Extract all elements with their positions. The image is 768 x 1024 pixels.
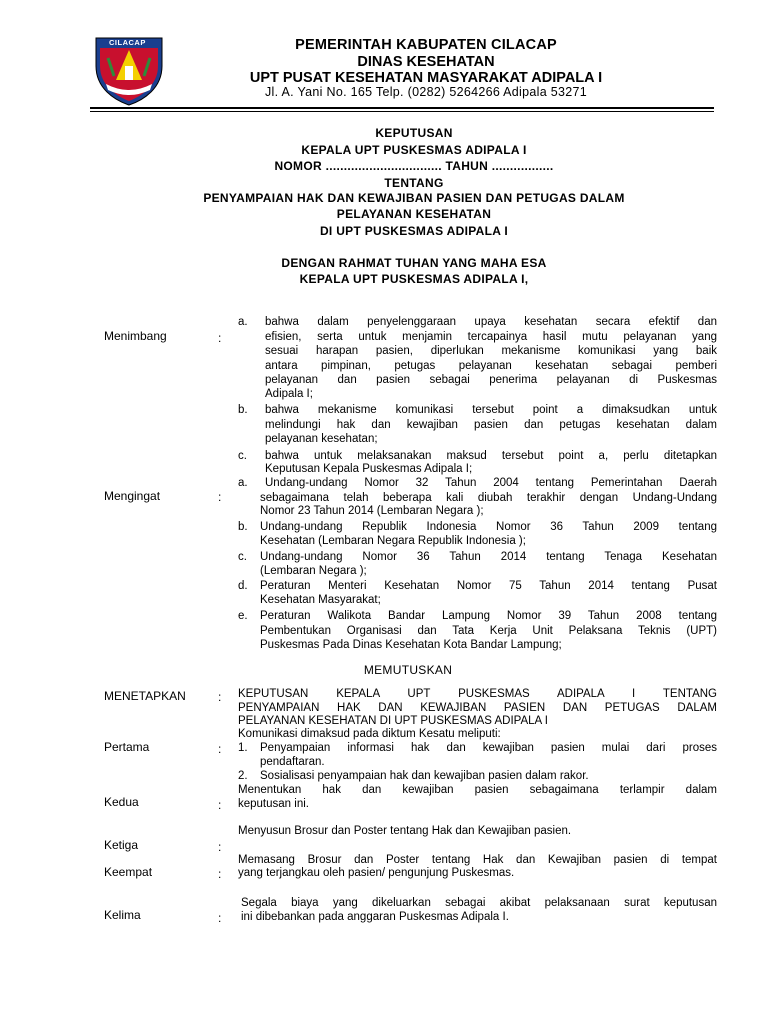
kelima-colon: : (218, 911, 222, 925)
ketiga-text: Menyusun Brosur dan Poster tentang Hak dan Kewajiban pasien. (238, 825, 572, 837)
pertama-intro: Komunikasi dimaksud pada diktum Kesatu meliputi: (238, 728, 501, 740)
menimbang-c-last: Keputusan Kepala Puskesmas Adipala I; (265, 463, 473, 475)
kedua-text: Menentukan hak dan kewajiban pasien sebagaimana terlampir dalam (238, 784, 717, 796)
keempat-text: Memasang Brosur dan Poster tentang Hak dan Kewajiban pasien di tempat (238, 854, 717, 866)
mengingat-a-text: Undang-undang Nomor 32 Tahun 2004 tentang Pemerintahan Daerah (265, 477, 717, 489)
mengingat-a-text-2: sebagaimana telah beberapa kali diubah terakhir dengan Undang-Undang (260, 492, 717, 504)
menimbang-b-text: bahwa mekanisme komunikasi tersebut point a dimaksudkan untuk melindungi hak dan kewajiban pasien dan petugas kesehatan dalam (265, 404, 717, 431)
kedua-label: Kedua (104, 795, 139, 809)
header-address: Jl. A. Yani No. 165 Telp. (0282) 5264266 Adipala 53271 (265, 85, 587, 99)
mengingat-c-last: (Lembaran Negara ); (260, 565, 367, 577)
pertama-item-2-mark: 2. (238, 770, 248, 782)
logo-text: CILACAP (109, 38, 146, 47)
pertama-item-2-text: Sosialisasi penyampaian hak dan kewajiban pasien dalam rakor. (260, 770, 589, 782)
pertama-item-1-text: Penyampaian informasi hak dan kewajiban pasien mulai dari proses (260, 742, 717, 754)
keempat-label: Keempat (104, 865, 153, 879)
title-subject-3: DI UPT PUSKESMAS ADIPALA I (319, 224, 509, 238)
mengingat-d-mark: d. (238, 580, 248, 592)
kelima-label: Kelima (104, 908, 141, 922)
mengingat-d-text: Peraturan Menteri Kesehatan Nomor 75 Tahun 2014 tentang Pusat (260, 580, 717, 592)
mengingat-a-last: Nomor 23 Tahun 2014 (Lembaran Negara ); (260, 505, 484, 517)
menimbang-c-text: bahwa untuk melaksanakan maksud tersebut point a, perlu ditetapkan (265, 450, 717, 462)
mengingat-c-mark: c. (238, 551, 247, 563)
title-nomor: NOMOR ................................ TAHUN ................. (274, 159, 554, 173)
title-subject-1: PENYAMPAIAN HAK DAN KEWAJIBAN PASIEN DAN PETUGAS DALAM (203, 191, 625, 205)
title-tentang: TENTANG (384, 176, 444, 190)
mengingat-b-text: Undang-undang Republik Indonesia Nomor 36 Tahun 2009 tentang (260, 521, 717, 533)
mengingat-c-text: Undang-undang Nomor 36 Tahun 2014 tentang Tenaga Kesehatan (260, 551, 717, 563)
mengingat-e-text: Peraturan Walikota Bandar Lampung Nomor 39 Tahun 2008 tentang Pembentukan Organisasi dan Tata Kerja Unit Pelaksana Teknis (UPT) (260, 610, 717, 637)
header-line-3: UPT PUSAT KESEHATAN MASYARAKAT ADIPALA I (249, 70, 603, 86)
mengingat-e-mark: e. (238, 610, 248, 622)
title-kepala: KEPALA UPT PUSKESMAS ADIPALA I (301, 143, 527, 157)
pertama-item-1-mark: 1. (238, 742, 248, 754)
mengingat-e-last: Puskesmas Pada Dinas Kesehatan Kota Bandar Lampung; (260, 639, 562, 651)
kelima-text: Segala biaya yang dikeluarkan sebagai akibat pelaksanaan surat keputusan (241, 897, 717, 909)
mengingat-colon: : (218, 490, 222, 504)
ketiga-label: Ketiga (104, 838, 139, 852)
menimbang-label: Menimbang (104, 329, 167, 343)
menetapkan-colon: : (218, 690, 222, 704)
header-line-2: DINAS KESEHATAN (357, 54, 495, 70)
keempat-colon: : (218, 867, 222, 881)
title-subject-2: PELAYANAN KESEHATAN (336, 207, 492, 221)
menimbang-a-mark: a. (238, 316, 248, 328)
menimbang-a-last: Adipala I; (265, 388, 313, 400)
mengingat-d-last: Kesehatan Masyarakat; (260, 594, 381, 606)
menimbang-a-text: bahwa dalam penyelenggaraan upaya kesehatan secara efektif dan efisien, serta untuk menjamin tercapainya hasil mutu pelayanan yang sesuai harapan pasien, diperlukan mekanisme komunikasi yang baik antara pimpinan, petugas pelayanan kesehatan sebagai pemberi pelayanan dan pasien sebagai penerima pelayanan di Puskesmas (265, 316, 717, 387)
cilacap-logo (92, 36, 166, 106)
menimbang-c-mark: c. (238, 450, 247, 462)
header-line-1: PEMERINTAH KABUPATEN CILACAP (295, 37, 557, 53)
keempat-last: yang terjangkau oleh pasien/ pengunjung Puskesmas. (238, 867, 515, 879)
header-rule-thick (90, 107, 714, 109)
header-rule-thin (90, 111, 714, 112)
memutuskan-heading: MEMUTUSKAN (363, 663, 453, 677)
pertama-item-1-last: pendaftaran. (260, 756, 325, 768)
kedua-last: keputusan ini. (238, 798, 309, 810)
menetapkan-text: KEPUTUSAN KEPALA UPT PUSKESMAS ADIPALA I TENTANG PENYAMPAIAN HAK DAN KEWAJIBAN PASIEN DAN PETUGAS DALAM (238, 688, 717, 714)
menetapkan-last: PELAYANAN KESEHATAN DI UPT PUSKESMAS ADIPALA I (238, 715, 548, 727)
mengingat-b-last: Kesehatan (Lembaran Negara Republik Indonesia ); (260, 535, 526, 547)
mengingat-label: Mengingat (104, 489, 161, 503)
kedua-colon: : (218, 798, 222, 812)
pertama-colon: : (218, 742, 222, 756)
menimbang-colon: : (218, 331, 222, 345)
kelima-last: ini dibebankan pada anggaran Puskesmas Adipala I. (241, 911, 509, 923)
title-keputusan: KEPUTUSAN (375, 126, 453, 140)
ketiga-colon: : (218, 840, 222, 854)
pertama-label: Pertama (104, 740, 150, 754)
menimbang-b-last: pelayanan kesehatan; (265, 433, 378, 445)
title-kepala-2: KEPALA UPT PUSKESMAS ADIPALA I, (299, 272, 529, 286)
title-rahmat: DENGAN RAHMAT TUHAN YANG MAHA ESA (281, 256, 547, 270)
mengingat-b-mark: b. (238, 521, 248, 533)
menetapkan-label: MENETAPKAN (104, 689, 186, 703)
menimbang-b-mark: b. (238, 404, 248, 416)
mengingat-a-mark: a. (238, 477, 248, 489)
